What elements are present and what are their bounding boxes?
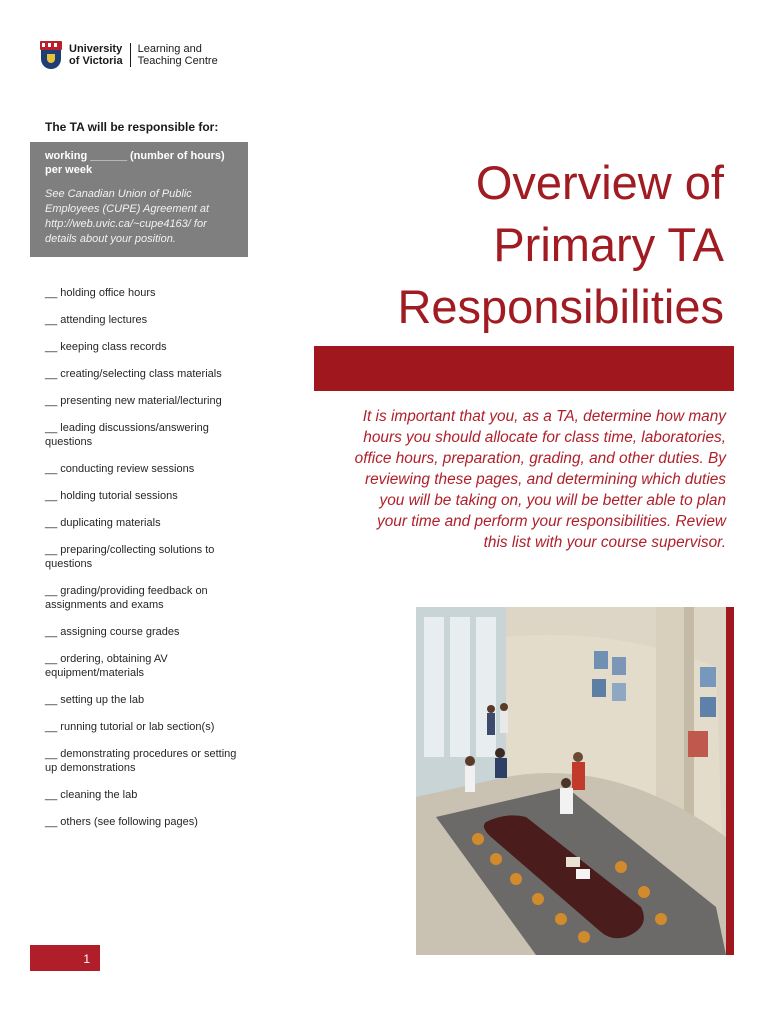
duty-item: __ leading discussions/answering questions [45,422,209,448]
duty-item: __ holding office hours [45,287,156,299]
title-line1: Overview of [475,156,724,209]
duty-item: __ grading/providing feedback on assignments and exams [45,585,208,611]
uvic-logo [40,40,218,70]
duty-item: __ presenting new material/lecturing [45,395,222,407]
duty-item: __ holding tutorial sessions [45,490,178,502]
photo-accent-edge [726,607,734,955]
hours-text: working ______ (number of hours) per week [45,150,225,176]
title-line2: Primary TA [493,218,724,271]
duty-item: __ cleaning the lab [45,789,138,801]
duty-item: __ keeping class records [45,341,167,353]
logo-university-line2: of Victoria [69,55,123,67]
duty-item: __ setting up the lab [45,694,145,706]
title-accent-bar [314,346,734,391]
duty-item: __ conducting review sessions [45,463,195,475]
duty-item: __ creating/selecting class materials [45,368,222,380]
duty-item: __ ordering, obtaining AV equipment/materials [45,653,168,679]
duty-item: __ demonstrating procedures or setting up demonstrations [45,748,237,774]
duty-item: __ others (see following pages) [45,816,198,828]
uvic-crest-icon [40,41,62,69]
duty-item: __ duplicating materials [45,517,161,529]
intro-paragraph: It is important that you, as a TA, determine how many hours you should allocate for class time, laboratories, office hours, preparation, grading, and other duties. By reviewing these pages, and determining which duties you will be taking on, you will be better able to plan your time and perform your responsibilities. Review this list with your course supervisor. [354,408,726,551]
logo-unit-line1: Learning and [137,43,202,55]
duty-item: __ preparing/collecting solutions to questions [45,544,215,570]
cupe-note: See Canadian Union of Public Employees (CUPE) Agreement at http://web.uvic.ca/~cupe4163/ for details about your position. [45,188,210,245]
title-line3: Responsibilities [397,280,724,333]
meeting-room-photo [416,607,726,955]
duty-item: __ running tutorial or lab section(s) [45,721,215,733]
hours-info-box [30,142,248,257]
logo-unit-name [131,43,218,67]
page-number: 1 [30,945,100,971]
logo-university-line1: University [69,43,123,55]
logo-unit-line2: Teaching Centre [137,55,218,67]
responsibilities-heading: The TA will be responsible for: [45,120,219,134]
duty-item: __ attending lectures [45,314,148,326]
logo-university-name [69,43,131,67]
duty-list [45,286,245,829]
page-title [344,152,724,338]
duty-item: __ assigning course grades [45,626,180,638]
